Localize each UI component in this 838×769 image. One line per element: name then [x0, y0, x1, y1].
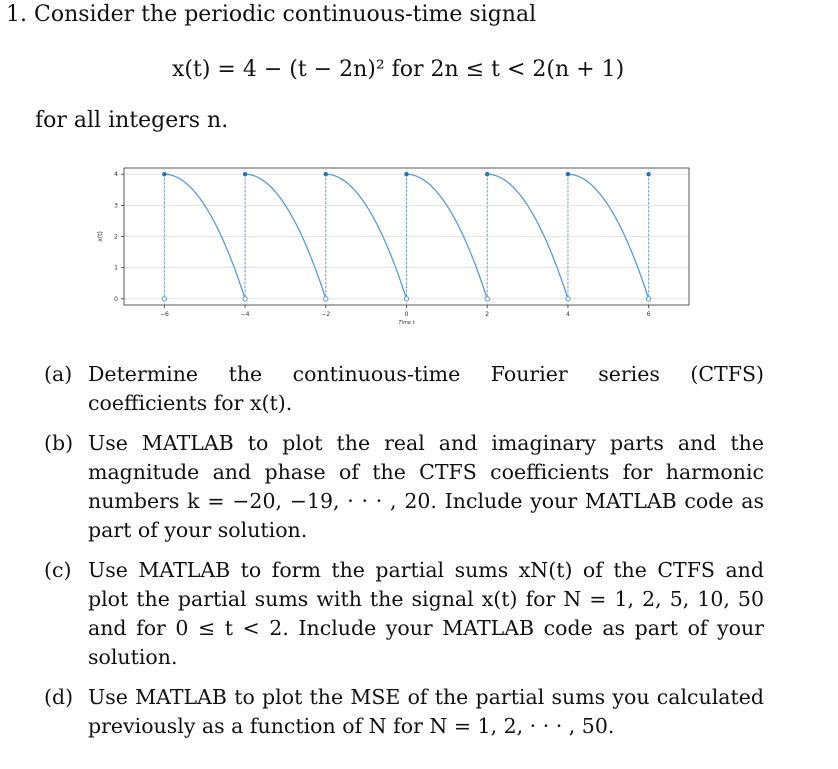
open-endpoint-marker: [404, 297, 408, 301]
part-a: [44, 360, 764, 418]
signal-equation: x(t) = 4 − (t − 2n)² for 2n ≤ t < 2(n + 1): [172, 57, 625, 82]
part-d-text: Use MATLAB to plot the MSE of the partial sums you calculated previously as a function of N for N = 1, 2, · · · , 50.: [88, 685, 764, 738]
signal-plot: [90, 160, 700, 335]
question-parts: [44, 360, 764, 752]
x-tick-label: 6: [646, 311, 651, 318]
open-endpoint-marker: [162, 297, 166, 301]
part-d: [44, 683, 764, 741]
open-endpoint-marker: [646, 297, 650, 301]
open-endpoint-marker: [324, 297, 328, 301]
x-tick-label: 2: [485, 311, 490, 318]
closed-endpoint-marker: [324, 172, 328, 176]
closed-endpoint-marker: [646, 172, 650, 176]
x-axis-label: Time t: [398, 320, 415, 326]
problem-intro-tail: for all integers n.: [35, 108, 229, 133]
open-endpoint-marker: [566, 297, 570, 301]
part-a-label: (a): [44, 362, 73, 386]
part-b-text: Use MATLAB to plot the real and imaginary parts and the magnitude and phase of the CTFS coefficients for harmonic numbers k = −20, −19, · · · , 20. Include your MATLAB code as part of your solution.: [88, 431, 764, 542]
part-a-text: Determine the continuous-time Fourier series (CTFS) coefficients for x(t).: [88, 362, 764, 415]
problem-heading: [6, 0, 536, 30]
problem-number: 1.: [6, 2, 27, 27]
open-endpoint-marker: [243, 297, 247, 301]
x-tick-label: −6: [159, 311, 169, 318]
y-tick-label: 0: [114, 295, 118, 303]
y-tick-label: 4: [114, 171, 118, 179]
x-tick-label: 4: [566, 311, 570, 318]
x-tick-label: 0: [404, 311, 409, 318]
y-tick-label: 3: [114, 202, 118, 210]
closed-endpoint-marker: [162, 172, 166, 176]
part-c-label: (c): [44, 558, 72, 582]
y-axis-label: x(t): [97, 231, 104, 242]
closed-endpoint-marker: [566, 172, 570, 176]
part-b: [44, 429, 764, 545]
x-tick-label: −4: [240, 311, 250, 318]
y-tick-label: 2: [114, 233, 118, 241]
part-c: [44, 556, 764, 672]
problem-intro: Consider the periodic continuous-time signal: [34, 2, 537, 27]
part-b-label: (b): [44, 431, 74, 455]
y-tick-label: 1: [114, 264, 118, 272]
part-c-text: Use MATLAB to form the partial sums xN(t) of the CTFS and plot the partial sums with the signal x(t) for N = 1, 2, 5, 10, 50 and for 0 ≤ t < 2. Include your MATLAB code as part of your solution.: [88, 558, 764, 669]
closed-endpoint-marker: [404, 172, 408, 176]
x-tick-label: −2: [321, 311, 331, 318]
open-endpoint-marker: [485, 297, 489, 301]
part-d-label: (d): [44, 685, 74, 709]
closed-endpoint-marker: [243, 172, 247, 176]
closed-endpoint-marker: [485, 172, 489, 176]
